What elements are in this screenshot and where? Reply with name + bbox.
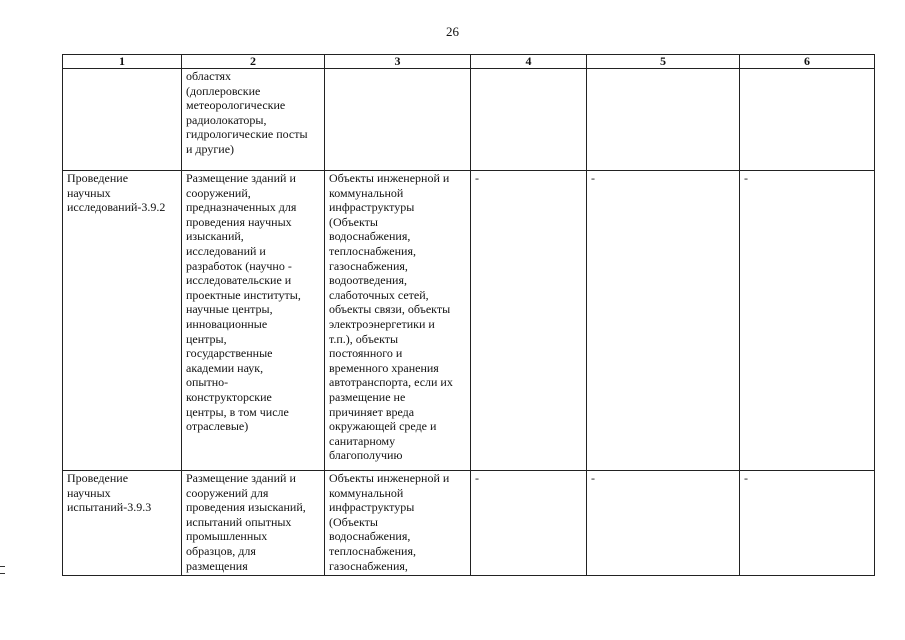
table-cell	[740, 171, 875, 471]
table-cell	[325, 171, 471, 471]
scan-edge-mark	[0, 566, 5, 574]
column-header-5: 5	[587, 55, 740, 69]
table-row	[63, 69, 875, 171]
use-type-label: Проведение научных испытаний-3.9.3	[67, 471, 152, 515]
table-cell	[587, 471, 740, 576]
use-description: Размещение зданий и сооружений для проведения изысканий, испытаний опытных промышленных образцов, для размещения	[186, 471, 306, 573]
dash-value: -	[475, 171, 479, 185]
column-header-1: 1	[63, 55, 182, 69]
cell-text: областях (доплеровские метеорологические радиолокаторы, гидрологические посты и другие)	[186, 69, 308, 156]
dash-value: -	[744, 171, 748, 185]
table-cell	[325, 471, 471, 576]
table-cell	[471, 171, 587, 471]
auxiliary-uses: Объекты инженерной и коммунальной инфраструктуры (Объекты водоснабжения, теплоснабжения, газоснабжения,	[329, 471, 450, 573]
column-header-4: 4	[471, 55, 587, 69]
dash-value: -	[591, 471, 595, 485]
table-cell	[587, 171, 740, 471]
auxiliary-uses: Объекты инженерной и коммунальной инфраструктуры (Объекты водоснабжения, теплоснабжения, газоснабжения, водоотведения, слаботочных сетей, объекты связи, объекты электроэнергетики и т.п.), объекты постоянного и временного хранения автотранспорта, если их размещение не причиняет вреда окружающей среде и санитарному благополучию	[329, 171, 453, 463]
table-cell	[471, 471, 587, 576]
use-type-label: Проведение научных исследований-3.9.2	[67, 171, 166, 215]
table-cell	[471, 69, 587, 171]
table-header-row	[63, 55, 875, 69]
table-cell	[182, 471, 325, 576]
dash-value: -	[475, 471, 479, 485]
table-cell	[63, 171, 182, 471]
table-row	[63, 171, 875, 471]
table-row	[63, 471, 875, 576]
table-cell	[63, 471, 182, 576]
dash-value: -	[591, 171, 595, 185]
dash-value: -	[744, 471, 748, 485]
column-header-3: 3	[325, 55, 471, 69]
table-cell	[587, 69, 740, 171]
table-cell	[325, 69, 471, 171]
table-cell	[740, 69, 875, 171]
table-cell	[182, 171, 325, 471]
use-description: Размещение зданий и сооружений, предназначенных для проведения научных изысканий, исследований и разработок (научно - исследовательские и проектные институты, научные центры, инновационные центры, государственные академии наук, опытно- конструкторские центры, в том числе отраслевые)	[186, 171, 301, 434]
page-number: 26	[446, 24, 459, 39]
column-header-6: 6	[740, 55, 875, 69]
column-header-2: 2	[182, 55, 325, 69]
table-cell	[740, 471, 875, 576]
table-cell	[63, 69, 182, 171]
land-use-table	[62, 54, 875, 576]
table-cell	[182, 69, 325, 171]
